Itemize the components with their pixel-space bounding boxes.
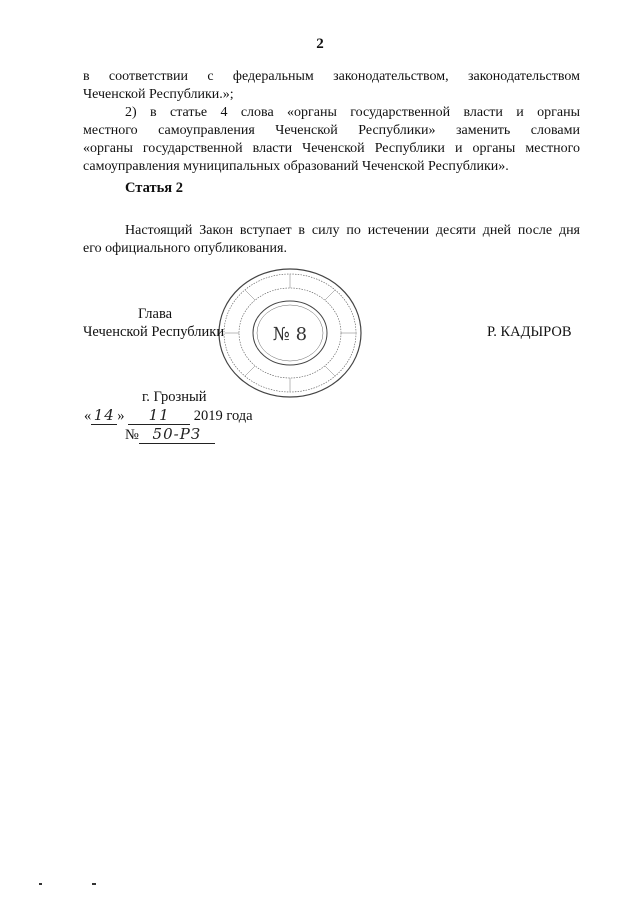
law-number <box>125 425 215 444</box>
body-line-4: местного самоуправления Чеченской Республики» заменить словами <box>83 123 580 138</box>
official-seal-stamp <box>215 266 365 401</box>
scan-speck <box>39 883 42 885</box>
date-day: 14 <box>91 406 117 425</box>
law-number-prefix: № <box>125 427 139 443</box>
signing-date <box>84 406 253 425</box>
article-heading: Статья 2 <box>125 180 183 196</box>
body-line-2: Чеченской Республики.»; <box>83 87 234 102</box>
body-line-3: 2) в статье 4 слова «органы государственной власти и органы <box>125 105 580 120</box>
article-line-2: его официального опубликования. <box>83 241 287 256</box>
article-line-1: Настоящий Закон вступает в силу по истечении десяти дней после дня <box>125 223 580 238</box>
date-open-quote: « <box>84 408 92 424</box>
date-month: 11 <box>128 406 190 425</box>
signature-title-line1: Глава <box>138 306 173 322</box>
body-line-1: в соответствии с федеральным законодательством, законодательством <box>83 69 580 84</box>
law-number-value: 50-РЗ <box>139 425 215 444</box>
date-close-quote: » <box>117 408 125 424</box>
date-year: 2019 года <box>193 408 253 424</box>
page-number: 2 <box>316 36 324 52</box>
scan-speck <box>92 883 96 885</box>
signer-name: Р. КАДЫРОВ <box>487 324 572 340</box>
body-line-5: «органы государственной власти Чеченской Республики и органы местного <box>83 141 580 156</box>
signature-title-line2: Чеченской Республики <box>83 324 225 340</box>
place-of-signing: г. Грозный <box>142 389 207 405</box>
body-line-6: самоуправления муниципальных образований Чеченской Республики». <box>83 159 509 174</box>
seal-number: № 8 <box>272 324 308 345</box>
